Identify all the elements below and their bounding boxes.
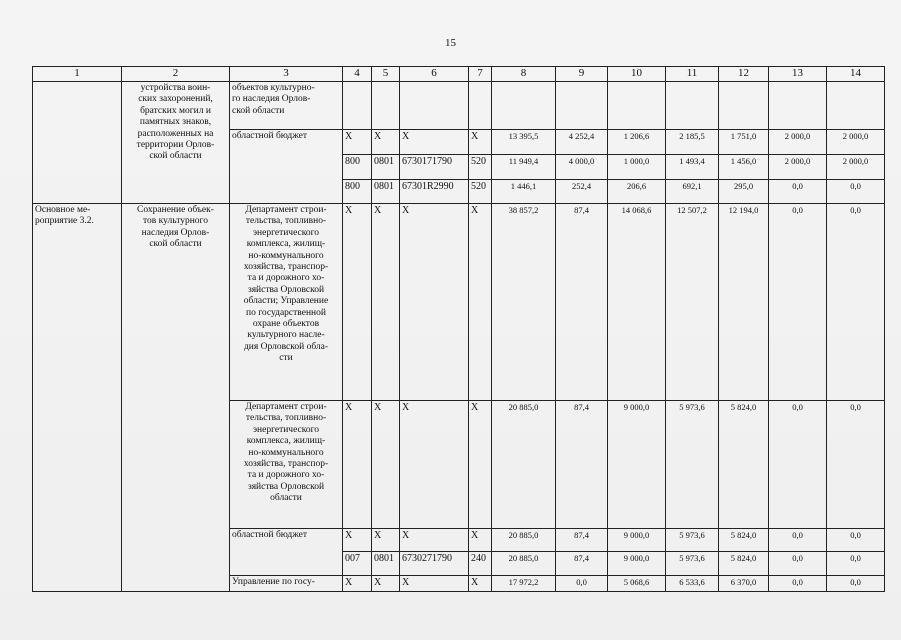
cell-value: 0,0 [827,401,885,529]
cell-empty [372,82,400,130]
cell-value: 17 972,2 [492,576,556,592]
cell-value: 11 949,4 [492,155,556,180]
cell-value: 0801 [372,155,400,180]
cell-value: 6 533,6 [666,576,719,592]
cell-value: X [469,401,492,529]
cell-value: 5 824,0 [719,552,769,576]
cell-value: 1 206,6 [608,130,666,155]
cell-executor: областной бюджет [230,529,343,576]
cell-value: X [400,576,469,592]
cell-value: 0,0 [769,576,827,592]
cell-value: 0,0 [827,576,885,592]
column-header: 10 [608,67,666,82]
cell-empty [469,82,492,130]
cell-value: 0,0 [556,576,608,592]
cell-value: X [343,204,372,401]
cell-value: 1 446,1 [492,180,556,204]
column-header: 9 [556,67,608,82]
cell-empty [556,82,608,130]
cell-value: 38 857,2 [492,204,556,401]
cell-empty [33,82,122,204]
cell-executor: Департамент строи- тельства, топливно- энергетического комплекса, жилищ- но-коммунального хозяйства, транспор- та и дорожного хо- зяйства Орловской области; Управление по государственной охране объектов культурного насле- дия Орловской обла- сти [230,204,343,401]
cell-value: 0801 [372,180,400,204]
cell-empty [343,82,372,130]
cell-empty [608,82,666,130]
cell-value: 2 000,0 [827,155,885,180]
cell-value: X [372,130,400,155]
cell-value: 12 194,0 [719,204,769,401]
column-header: 11 [666,67,719,82]
cell-value: 206,6 [608,180,666,204]
cell-value: 0,0 [769,529,827,552]
cell-event-name: устройства воин- ских захоронений, братских могил и памятных знаков, расположенных на территории Орлов- ской области [122,82,230,204]
cell-value: 800 [343,155,372,180]
cell-value: 0,0 [827,552,885,576]
cell-value: 5 973,6 [666,529,719,552]
cell-value: 692,1 [666,180,719,204]
cell-value: 6730171790 [400,155,469,180]
cell-empty [827,82,885,130]
cell-value: 295,0 [719,180,769,204]
cell-empty [769,82,827,130]
cell-value: 2 000,0 [827,130,885,155]
cell-value: X [469,576,492,592]
cell-value: X [343,130,372,155]
cell-value: 6 370,0 [719,576,769,592]
cell-value: 87,4 [556,401,608,529]
cell-value: 800 [343,180,372,204]
cell-value: X [372,204,400,401]
cell-empty [492,82,556,130]
cell-value: 87,4 [556,552,608,576]
cell-value: X [372,529,400,552]
cell-value: 20 885,0 [492,401,556,529]
column-header: 1 [33,67,122,82]
table-row [33,82,885,130]
cell-value: 520 [469,180,492,204]
cell-value: 20 885,0 [492,552,556,576]
cell-value: 0801 [372,552,400,576]
cell-value: 1 456,0 [719,155,769,180]
cell-value: X [469,130,492,155]
cell-event-id: Основное ме- роприятие 3.2. [33,204,122,592]
cell-value: 9 000,0 [608,552,666,576]
column-header: 13 [769,67,827,82]
cell-value: 252,4 [556,180,608,204]
cell-value: X [400,204,469,401]
cell-value: 4 252,4 [556,130,608,155]
table-row [33,204,885,401]
cell-value: 0,0 [769,204,827,401]
cell-value: 1 751,0 [719,130,769,155]
cell-value: 1 493,4 [666,155,719,180]
cell-executor: Управление по госу- [230,576,343,592]
cell-value: 5 068,6 [608,576,666,592]
cell-value: 0,0 [827,529,885,552]
cell-executor: областной бюджет [230,130,343,204]
cell-value: 520 [469,155,492,180]
cell-value: X [400,529,469,552]
cell-value: 5 824,0 [719,401,769,529]
column-header: 5 [372,67,400,82]
cell-value: 2 185,5 [666,130,719,155]
cell-value: 4 000,0 [556,155,608,180]
table-header-row [33,67,885,82]
cell-value: 14 068,6 [608,204,666,401]
column-header: 7 [469,67,492,82]
cell-value: X [343,576,372,592]
cell-value: 9 000,0 [608,529,666,552]
column-header: 14 [827,67,885,82]
cell-value: 13 395,5 [492,130,556,155]
cell-value: 12 507,2 [666,204,719,401]
cell-value: 240 [469,552,492,576]
cell-value: 9 000,0 [608,401,666,529]
cell-event-name: Сохранение объек- тов культурного наследия Орлов- ской области [122,204,230,592]
cell-value: 0,0 [769,401,827,529]
cell-value: 87,4 [556,204,608,401]
column-header: 12 [719,67,769,82]
cell-value: X [469,204,492,401]
cell-value: 67301R2990 [400,180,469,204]
cell-value: X [400,130,469,155]
cell-value: 0,0 [827,204,885,401]
cell-value: 2 000,0 [769,130,827,155]
cell-value: 6730271790 [400,552,469,576]
column-header: 3 [230,67,343,82]
cell-executor: Департамент строи- тельства, топливно- энергетического комплекса, жилищ- но-коммунального хозяйства, транспор- та и дорожного хо- зяйства Орловской области [230,401,343,529]
budget-table [32,66,885,592]
cell-value: 87,4 [556,529,608,552]
cell-value: X [469,529,492,552]
cell-value: X [343,401,372,529]
cell-value: X [400,401,469,529]
cell-empty [666,82,719,130]
cell-value: 1 000,0 [608,155,666,180]
cell-executor: объектов культурно- го наследия Орлов- ской области [230,82,343,130]
cell-value: X [343,529,372,552]
cell-value: X [372,401,400,529]
cell-value: 2 000,0 [769,155,827,180]
cell-value: 5 973,6 [666,552,719,576]
column-header: 6 [400,67,469,82]
page-number: 15 [445,37,456,49]
cell-empty [719,82,769,130]
cell-value: 007 [343,552,372,576]
cell-value: 5 973,6 [666,401,719,529]
cell-value: 0,0 [769,552,827,576]
cell-value: 5 824,0 [719,529,769,552]
column-header: 8 [492,67,556,82]
cell-value: X [372,576,400,592]
cell-empty [400,82,469,130]
cell-value: 20 885,0 [492,529,556,552]
column-header: 4 [343,67,372,82]
cell-value: 0,0 [769,180,827,204]
column-header: 2 [122,67,230,82]
cell-value: 0,0 [827,180,885,204]
